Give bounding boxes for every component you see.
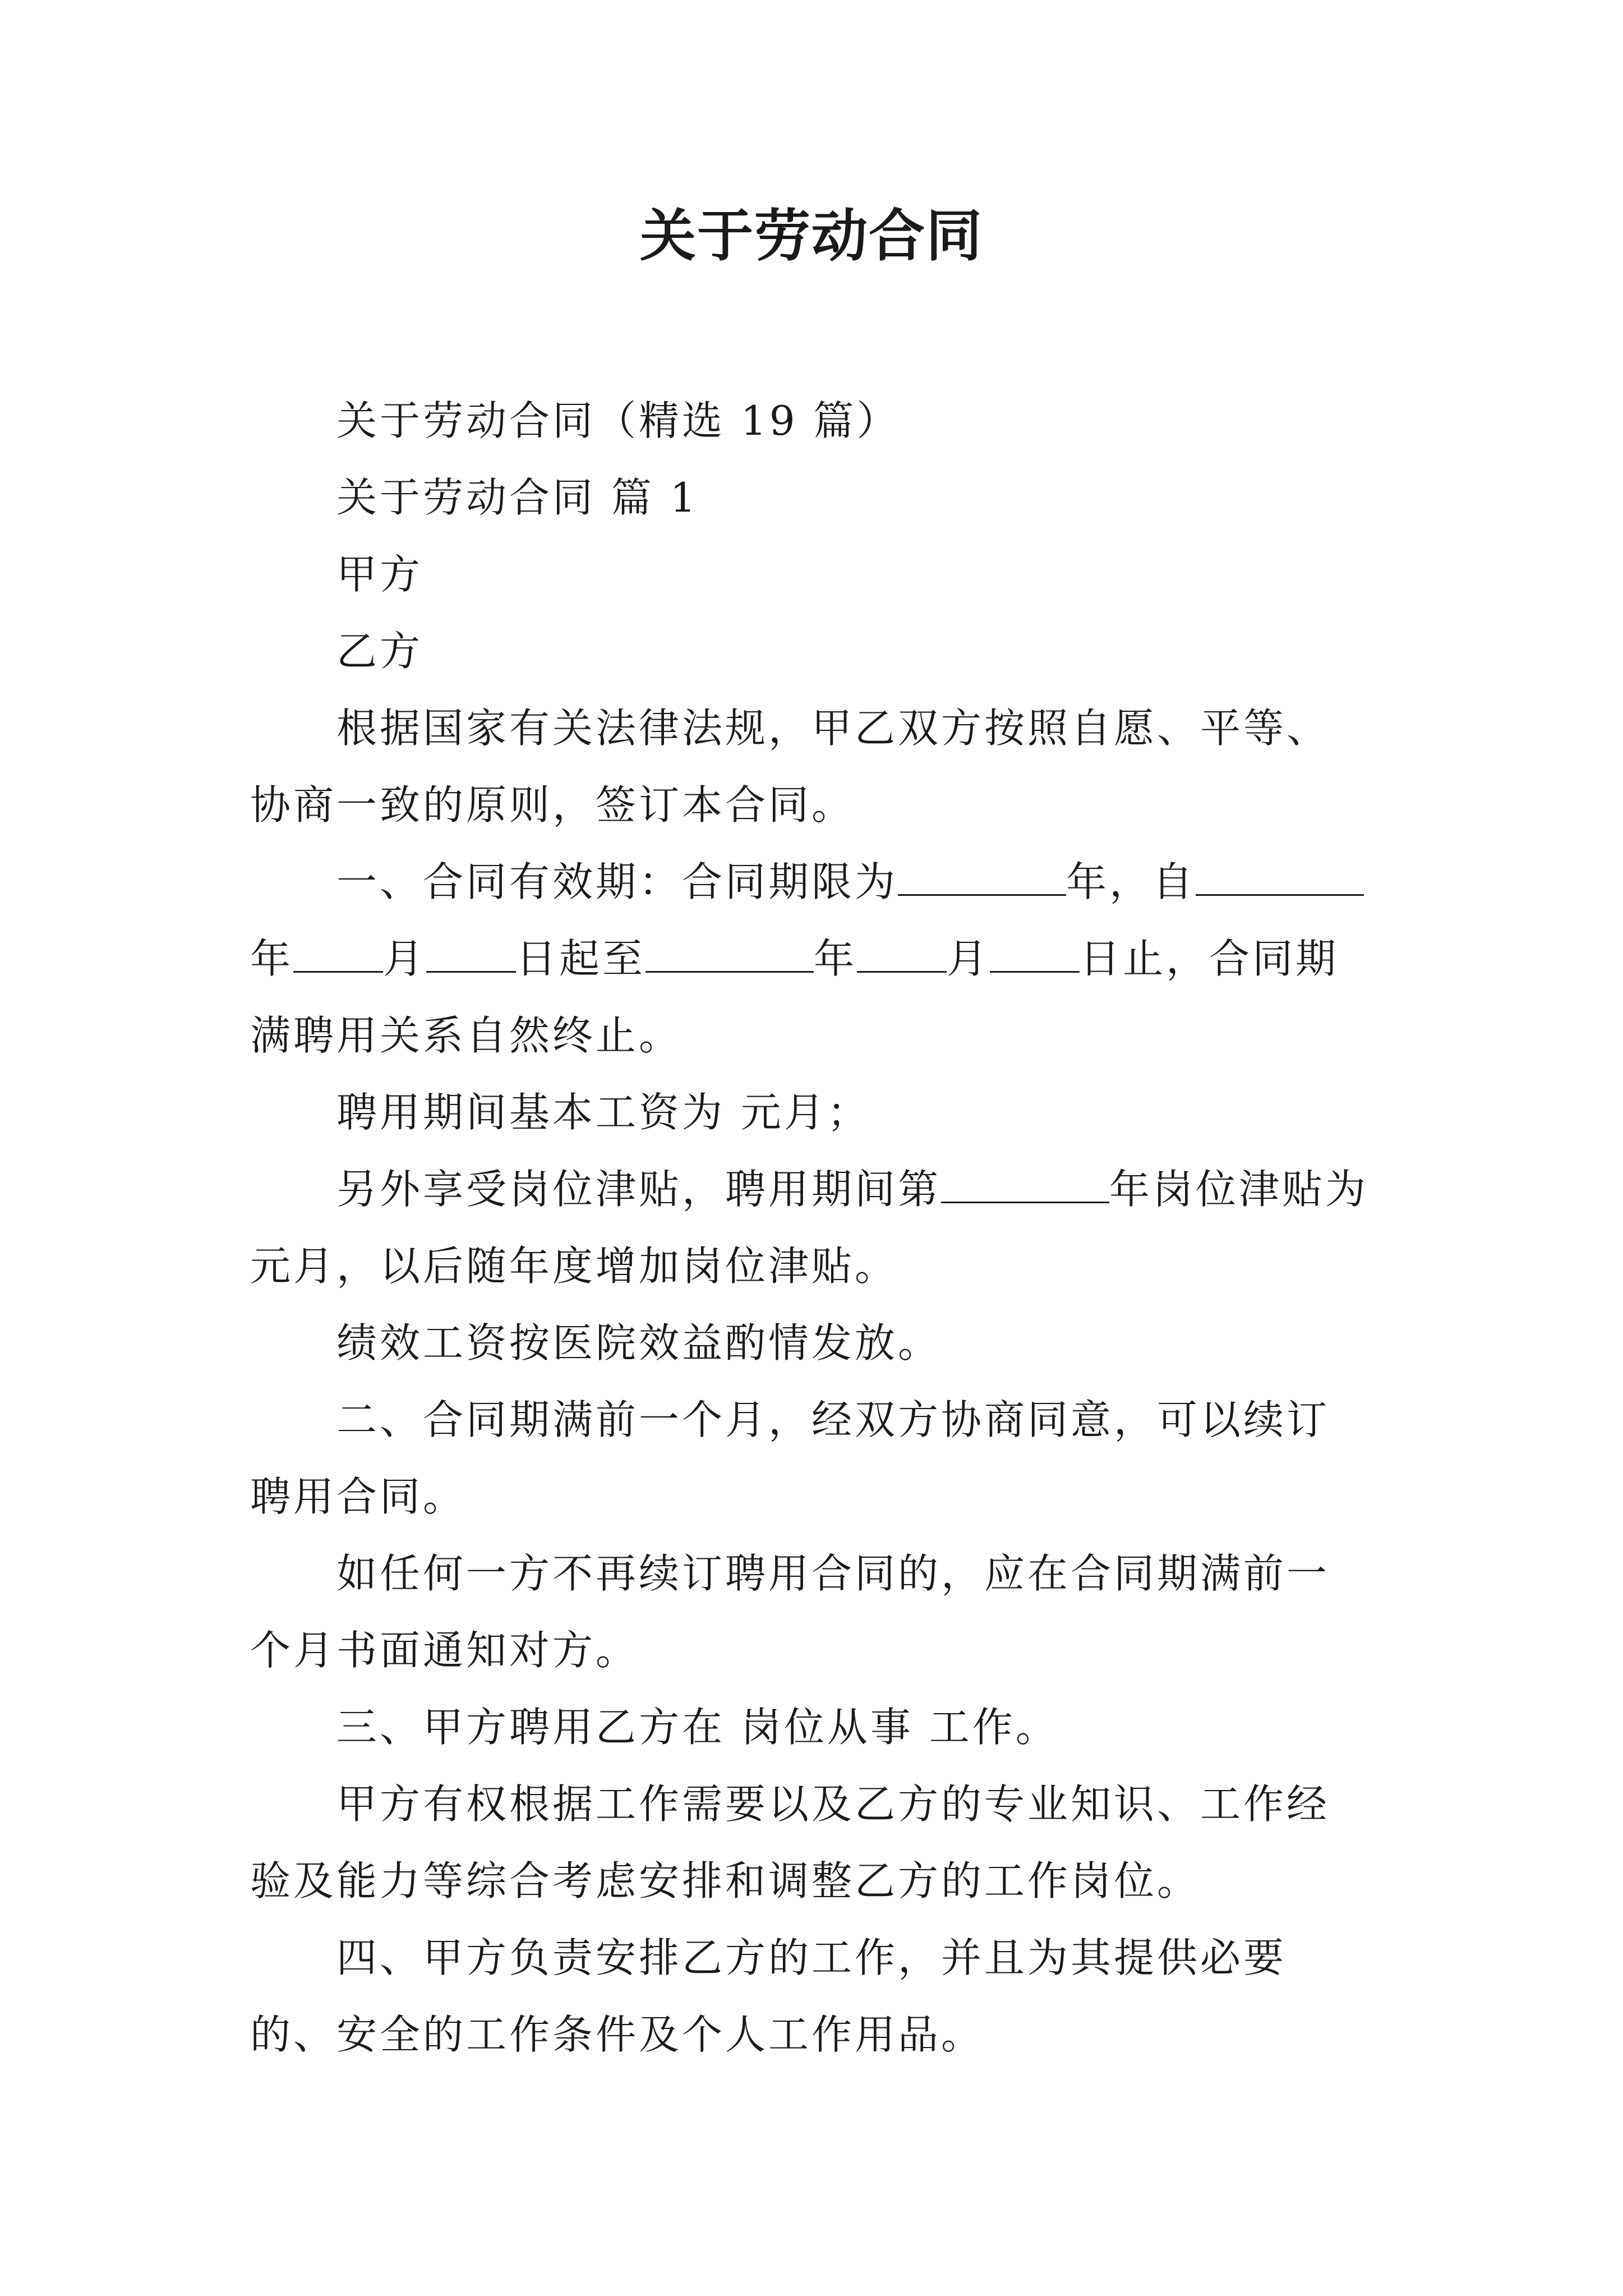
- fill-blank: [941, 1168, 1109, 1203]
- clause-text: 年: [250, 935, 294, 982]
- fill-blank: [293, 937, 383, 973]
- paragraph: 二、合同期满前一个月，经双方协商同意，可以续订聘用合同。: [250, 1396, 1330, 1520]
- clause-text: 年，自: [1066, 858, 1196, 905]
- paragraph: 关于劳动合同（精选 19 篇）: [336, 397, 900, 444]
- paragraph: 乙方: [336, 628, 423, 675]
- fill-blank: [898, 861, 1066, 896]
- document-title: 关于劳动合同: [640, 203, 983, 269]
- paragraph: 关于劳动合同 篇 1: [336, 474, 699, 521]
- document-body: [250, 383, 1372, 2073]
- paragraph: 甲方有权根据工作需要以及乙方的专业知识、工作经验及能力等综合考虑安排和调整乙方的工作岗位。: [250, 1780, 1330, 1904]
- paragraph: 四、甲方负责安排乙方的工作，并且为其提供必要的、安全的工作条件及个人工作用品。: [250, 1934, 1287, 2058]
- paragraph: 三、甲方聘用乙方在 岗位从事 工作。: [336, 1704, 1059, 1751]
- paragraph: 聘用期间基本工资为 元月；: [336, 1089, 870, 1136]
- fill-blank: [1196, 861, 1364, 896]
- allowance-paragraph: [250, 1151, 1372, 1305]
- clause-text: 年: [814, 935, 857, 982]
- clause-text: 月: [947, 935, 990, 982]
- clause-text: 一、合同有效期：合同期限为: [336, 858, 898, 905]
- paragraph: 根据国家有关法律法规，甲乙双方按照自愿、平等、协商一致的原则，签订本合同。: [250, 705, 1330, 829]
- fill-blank: [645, 937, 814, 973]
- fill-blank: [990, 937, 1080, 973]
- clause-text: 年岗位津贴为 元月，以后随年度增加岗位津贴。: [250, 1166, 1369, 1290]
- paragraph: 甲方: [336, 551, 423, 598]
- clause-text: 日起至: [516, 935, 646, 982]
- clause-text: 另外享受岗位津贴，聘用期间第: [336, 1166, 942, 1213]
- fill-blank: [426, 937, 516, 973]
- paragraph: 如任何一方不再续订聘用合同的，应在合同期满前一个月书面通知对方。: [250, 1550, 1330, 1674]
- clause-validity-paragraph: [250, 844, 1372, 1074]
- fill-blank: [857, 937, 947, 973]
- clause-text: 月: [383, 935, 427, 982]
- clause-text: 日止，合同期满聘用关系自然终止。: [250, 935, 1339, 1059]
- paragraph: 绩效工资按医院效益酌情发放。: [336, 1319, 942, 1366]
